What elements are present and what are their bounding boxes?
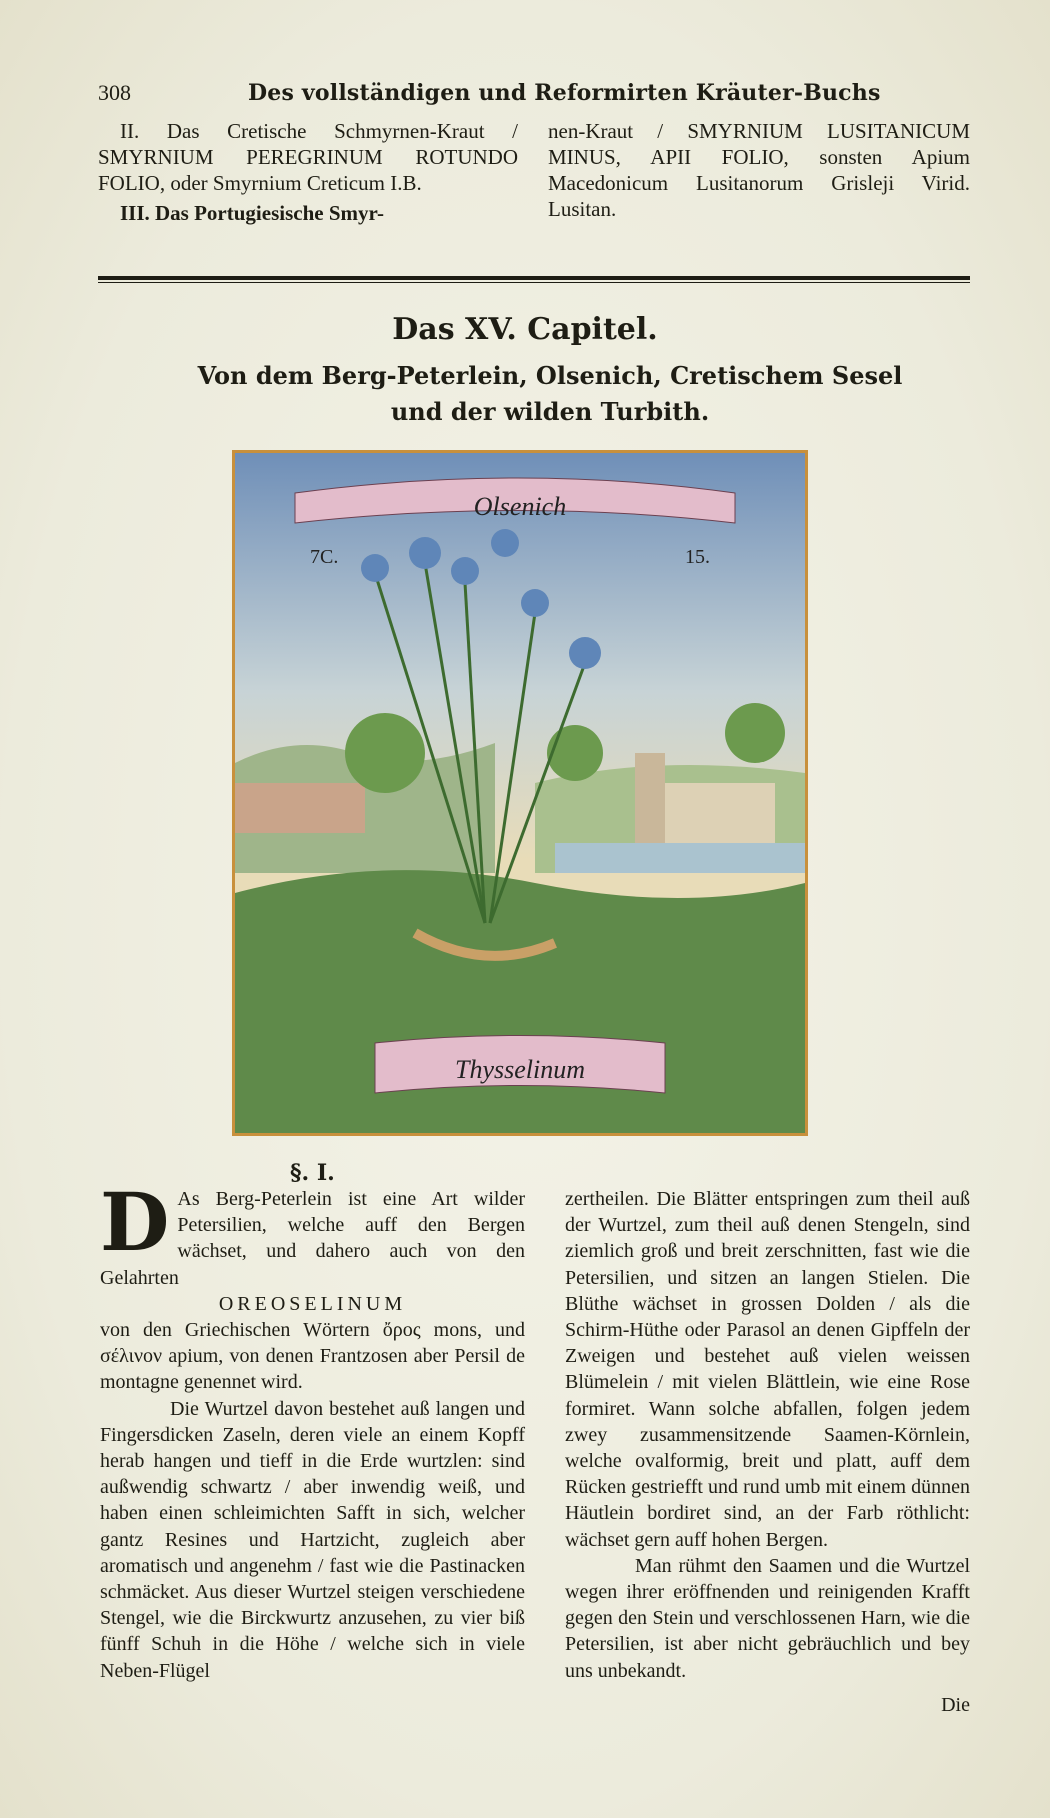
tower xyxy=(635,753,665,843)
paragraph: As Berg-Peterlein ist eine Art wilder Petersilien, welche auff den Bergen wächset, und dahero auch von den Gelahrten xyxy=(100,1188,525,1289)
top-left-column xyxy=(98,118,518,226)
page-number: 308 xyxy=(98,80,131,105)
plant-engraving xyxy=(235,453,805,1133)
top-right-column xyxy=(548,118,970,222)
castle xyxy=(665,783,775,853)
banner-title: Olsenich xyxy=(473,492,567,521)
right-mark: 15. xyxy=(685,546,710,568)
left-text-column xyxy=(100,1175,525,1684)
bottom-banner xyxy=(375,1036,665,1094)
drop-cap: D xyxy=(100,1175,170,1269)
paragraph: Die Wurtzel davon bestehet auß langen und Fingersdicken Zaseln, deren viele an einem Kopff herab hangen und tieff in die Erde wurtzlen: sind außwendig schwartz / aber inwendig weiß, und haben einen schleimichten Safft in sich, welcher gantz Resines und Hartzicht, zugleich aber aromatisch und angenehm / fast wie die Pastinacken schmäcket. Aus dieser Wurtzel steigen verschiedene Stengel, wie die Birckwurtz anzusehen, zu vier biß fünff Schuh in die Höhe / welche sich in viele Neben-Flügel xyxy=(100,1397,525,1682)
entry-ii: II. Das Cretische Schmyrnen-Kraut / SMYRNIUM PEREGRINUM ROTUNDO FOLIO, oder Smyrnium Creticum I.B. xyxy=(98,119,518,195)
village-left xyxy=(235,783,365,833)
latin-name: OREOSELINUM xyxy=(218,1292,407,1315)
chapter-subtitle: Von dem Berg-Peterlein, Olsenich, Cretischem Sesel und der wilden Turbith. xyxy=(197,361,903,426)
section-mark: §. I. xyxy=(290,1160,335,1186)
paragraph: zertheilen. Die Blätter entspringen zum theil auß der Wurtzel, zum theil auß denen Stengeln, sind ziemlich groß und breit zerschnitten, fast wie die Petersilien, und sitzen an langen Stielen. Die Blüthe wächset in grossen Dolden / als die Schirm-Hüthe oder Parasol an denen Gipffeln der Zweigen und bestehet auß vielen weissen Blümelein / mit vielen Blättlein, wie eine Rose formiret. Wann solche abfallen, folgen jedem zwey zusammensitzende Saamen-Körnlein, welche ovalformig, breit und platt, auff dem Rücken gestriefft und rund umb mit einem dünnen Häutlein bordiret sind, an der Farb röthlicht: wächset gern auff hohen Bergen. xyxy=(565,1188,970,1551)
divider-rule-thin xyxy=(98,282,970,283)
paragraph: von den Griechischen Wörtern ὄρος mons, und σέλινον apium, von denen Frantzosen aber Persil de montagne genennet wird. xyxy=(100,1319,525,1394)
banner-latin-name: Thysselinum xyxy=(455,1055,585,1084)
paragraph: Man rühmt den Saamen und die Wurtzel wegen ihrer eröffnenden und reinigenden Krafft gegen den Stein und verschlossenen Harn, wie die Petersilien, ist aber nicht gebräuchlich und bey uns unbekandt. xyxy=(565,1554,970,1682)
entry-iii-continued: nen-Kraut / SMYRNIUM LUSITANICUM MINUS, APII FOLIO, sonsten Apium Macedonicum Lusitanorum Grisleji Virid. Lusitan. xyxy=(548,119,970,221)
left-mark: 7C. xyxy=(310,546,339,568)
running-head: Des vollständigen und Reformirten Kräuter-Buchs xyxy=(248,80,881,106)
chapter-title: Das XV. Capitel. xyxy=(392,312,658,347)
right-text-column xyxy=(565,1186,970,1718)
catchword: Die xyxy=(941,1693,970,1716)
entry-iii: III. Das Portugiesische Smyr- xyxy=(120,201,385,225)
botanical-illustration xyxy=(232,450,808,1136)
divider-rule xyxy=(98,276,970,280)
